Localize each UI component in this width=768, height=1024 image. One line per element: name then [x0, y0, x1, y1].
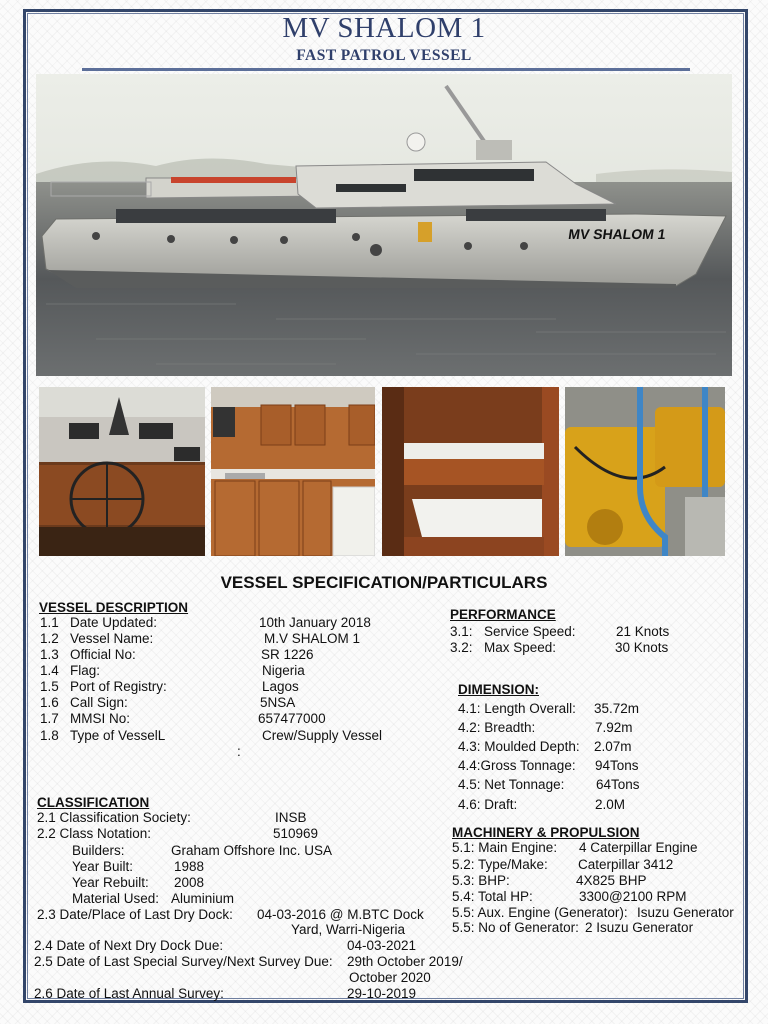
machinery-heading: MACHINERY & PROPULSION: [452, 825, 640, 840]
perf-number: 3.2:: [450, 640, 473, 655]
desc-number: 1.1: [40, 615, 59, 630]
performance-heading: PERFORMANCE: [450, 607, 556, 622]
class-label: 2.6 Date of Last Annual Survey:: [34, 986, 224, 1001]
mach-value: 3300@2100 RPM: [579, 889, 687, 904]
dim-label: 4.3: Moulded Depth:: [458, 739, 580, 754]
desc-label: Vessel Name:: [70, 631, 154, 646]
class-value: Graham Offshore Inc. USA: [171, 843, 333, 858]
classification-heading: CLASSIFICATION: [37, 795, 150, 810]
dim-label: 4.2: Breadth:: [458, 720, 536, 735]
hull-name-label: MV SHALOM 1: [567, 226, 667, 242]
class-value: 510969: [273, 826, 319, 841]
desc-value: 5NSA: [260, 695, 296, 710]
class-value: Aluminium: [171, 891, 235, 906]
dim-value: 7.92m: [595, 720, 633, 735]
desc-label: Flag:: [70, 663, 101, 678]
mach-value: Isuzu Generator: [637, 905, 734, 920]
desc-number: 1.8: [40, 728, 59, 743]
desc-number: 1.2: [40, 631, 59, 646]
stray-colon: :: [237, 744, 241, 759]
class-label: Material Used:: [72, 891, 160, 906]
mach-label: 5.5: Aux. Engine (Generator):: [452, 905, 628, 920]
desc-value: M.V SHALOM 1: [264, 631, 361, 646]
class-label: 2.3 Date/Place of Last Dry Dock:: [37, 907, 233, 922]
vessel-photo: [36, 74, 732, 376]
dimension-heading: DIMENSION:: [458, 682, 539, 697]
vessel-description-heading: VESSEL DESCRIPTION: [39, 600, 189, 615]
desc-number: 1.7: [40, 711, 59, 726]
dim-label: 4.4:Gross Tonnage:: [458, 758, 576, 773]
perf-value: 21 Knots: [616, 624, 670, 639]
dim-label: 4.6: Draft:: [458, 797, 518, 812]
desc-label: MMSI No:: [70, 711, 131, 726]
desc-label: Call Sign:: [70, 695, 128, 710]
class-value: 04-03-2021: [347, 938, 417, 953]
desc-label: Official No:: [70, 647, 136, 662]
class-value: October 2020: [349, 970, 431, 985]
engine-room-photo: [565, 387, 725, 556]
class-label: Year Built:: [72, 859, 134, 874]
class-value: 29th October 2019/: [347, 954, 463, 969]
spec-heading: VESSEL SPECIFICATION/PARTICULARS: [220, 573, 548, 592]
class-label: Year Rebuilt:: [72, 875, 149, 890]
class-label: 2.4 Date of Next Dry Dock Due:: [34, 938, 224, 953]
mach-value: 4 Caterpillar Engine: [579, 840, 698, 855]
class-value: 04-03-2016 @ M.BTC Dock: [257, 907, 424, 922]
bridge-photo: [39, 387, 205, 556]
mach-value: 2 Isuzu Generator: [585, 920, 694, 935]
class-label: 2.5 Date of Last Special Survey/Next Survey Due:: [34, 954, 333, 969]
dim-value: 2.0M: [595, 797, 626, 812]
dim-label: 4.1: Length Overall:: [458, 701, 576, 716]
class-value: 29-10-2019: [347, 986, 417, 1001]
desc-label: Type of VesselL: [70, 728, 166, 743]
perf-value: 30 Knots: [615, 640, 669, 655]
class-value: 2008: [174, 875, 205, 890]
desc-number: 1.3: [40, 647, 59, 662]
mach-label: 5.3: BHP:: [452, 873, 510, 888]
cabin-photo: [382, 387, 559, 556]
mach-value: Caterpillar 3412: [578, 857, 674, 872]
mach-label: 5.1: Main Engine:: [452, 840, 558, 855]
class-label: 2.1 Classification Society:: [37, 810, 191, 825]
page-title: MV SHALOM 1: [282, 12, 486, 44]
dim-value: 35.72m: [594, 701, 640, 716]
mach-label: 5.5: No of Generator:: [452, 920, 579, 935]
page-subtitle: FAST PATROL VESSEL: [296, 47, 472, 64]
desc-value: Lagos: [262, 679, 299, 694]
desc-value: Nigeria: [262, 663, 305, 678]
mach-label: 5.4: Total HP:: [452, 889, 533, 904]
desc-number: 1.5: [40, 679, 59, 694]
perf-label: Service Speed:: [484, 624, 576, 639]
galley-photo: [211, 387, 375, 556]
class-value: INSB: [275, 810, 307, 825]
desc-label: Port of Registry:: [70, 679, 167, 694]
desc-value: Crew/Supply Vessel: [262, 728, 383, 743]
title-underline: [82, 68, 690, 71]
class-label: Builders:: [72, 843, 125, 858]
desc-value: 10th January 2018: [259, 615, 371, 630]
mach-value: 4X825 BHP: [576, 873, 647, 888]
dim-value: 64Tons: [596, 777, 640, 792]
dim-label: 4.5: Net Tonnage:: [458, 777, 565, 792]
desc-label: Date Updated:: [70, 615, 158, 630]
dim-value: 2.07m: [594, 739, 632, 754]
desc-value: SR 1226: [261, 647, 314, 662]
class-label: 2.2 Class Notation:: [37, 826, 152, 841]
perf-number: 3.1:: [450, 624, 473, 639]
desc-value: 657477000: [258, 711, 326, 726]
mach-label: 5.2: Type/Make:: [452, 857, 548, 872]
class-value: Yard, Warri-Nigeria: [291, 922, 406, 937]
perf-label: Max Speed:: [484, 640, 557, 655]
desc-number: 1.6: [40, 695, 59, 710]
desc-number: 1.4: [40, 663, 59, 678]
class-value: 1988: [174, 859, 205, 874]
dim-value: 94Tons: [595, 758, 639, 773]
